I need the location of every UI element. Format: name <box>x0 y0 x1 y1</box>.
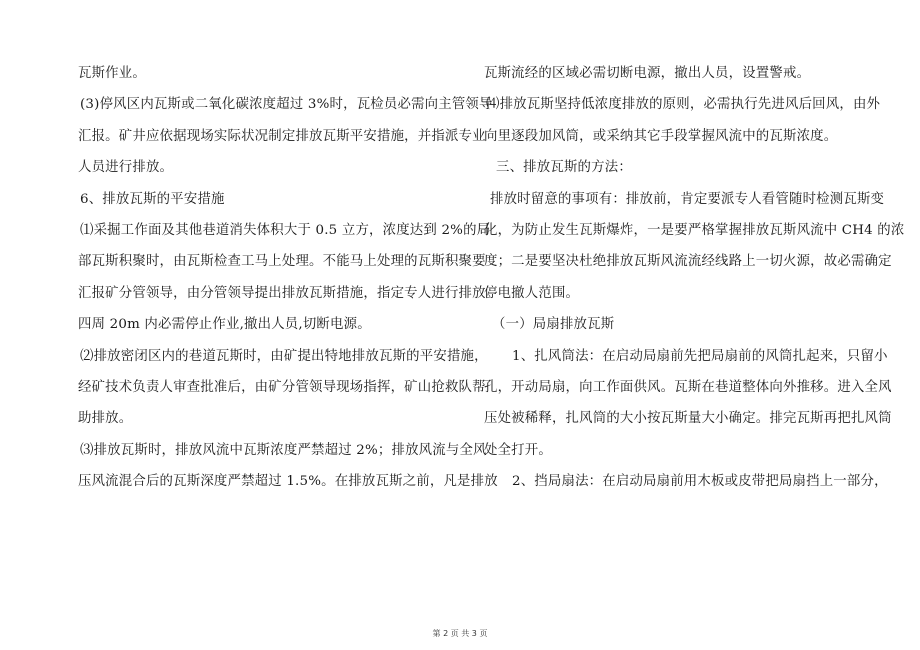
text-line: ⑷排放瓦斯坚持低浓度排放的原则，必需执行先进风后回风，由外 <box>486 97 881 113</box>
section-heading: （一）局扇排放瓦斯 <box>492 317 615 333</box>
text-line: 四周 20m 内必需停止作业,撤出人员,切断电源。 <box>78 317 371 333</box>
page-footer: 第 2 页 共 3 页 <box>432 629 488 638</box>
text-line: ⑵排放密闭区内的巷道瓦斯时，由矿提出特地排放瓦斯的平安措施， <box>80 348 488 364</box>
text-line: 瓦斯作业。 <box>78 66 146 81</box>
text-line: 压处被稀释，扎风筒的大小按瓦斯量大小确定。排完瓦斯再把扎风筒 <box>484 411 892 427</box>
right-column <box>484 58 905 497</box>
section-heading: 三、排放瓦斯的方法： <box>496 160 632 176</box>
text-line: 汇报矿分管领导，由分管领导提出排放瓦斯措施，指定专人进行排放。 <box>78 285 500 301</box>
text-line: 处全打开。 <box>484 442 552 458</box>
text-line: 化，为防止发生瓦斯爆炸，一是要严格掌握排放瓦斯风流中 CH4 的浓 <box>484 222 905 238</box>
text-line: 经矿技术负责人审查批准后，由矿分管领导现场指挥，矿山抢救队帮 <box>78 379 486 395</box>
text-line: ⑴采掘工作面及其他巷道消失体积大于 0.5 立方，浓度达到 2%的局 <box>80 222 491 238</box>
text-line: 度；二是要坚决杜绝排放瓦斯风流流经线路上一切火源，故必需确定 <box>484 254 892 270</box>
text-line: 排放时留意的事项有：排放前，肯定要派专人看管随时检测瓦斯变 <box>490 191 885 207</box>
text-line: 瓦斯流经的区域必需切断电源，撤出人员，设置警戒。 <box>484 66 811 81</box>
text-line: 2、挡局扇法：在启动局扇前用木板或皮带把局扇挡上一部分， <box>512 474 888 490</box>
text-line: 助排放。 <box>78 411 133 427</box>
text-line: ⑶排放瓦斯时，排放风流中瓦斯浓度严禁超过 2%；排放风流与全风 <box>80 442 487 458</box>
text-line: 1、扎风筒法：在启动局扇前先把局扇前的风筒扎起来，只留小 <box>512 348 888 364</box>
text-line: 人员进行排放。 <box>78 160 174 176</box>
text-line: 孔，开动局扇，向工作面供风。瓦斯在巷道整体向外推移。进入全风 <box>484 379 892 395</box>
text-line: 向里逐段加风筒，或采纳其它手段掌握风流中的瓦斯浓度。 <box>484 128 838 144</box>
text-line: 汇报。矿井应依据现场实际状况制定排放瓦斯平安措施，并指派专业 <box>78 128 486 144</box>
section-heading: 6、排放瓦斯的平安措施 <box>80 191 225 207</box>
text-line: 停电撤人范围。 <box>484 285 580 301</box>
left-column <box>78 58 500 497</box>
text-line: 压风流混合后的瓦斯深度严禁超过 1.5%。在排放瓦斯之前，凡是排放 <box>78 474 498 490</box>
text-line: (3)停风区内瓦斯或二氧化碳浓度超过 3%时，瓦检员必需向主管领导 <box>80 97 493 113</box>
text-line: 部瓦斯积聚时，由瓦斯检查工马上处理。不能马上处理的瓦斯积聚要 <box>78 254 486 270</box>
